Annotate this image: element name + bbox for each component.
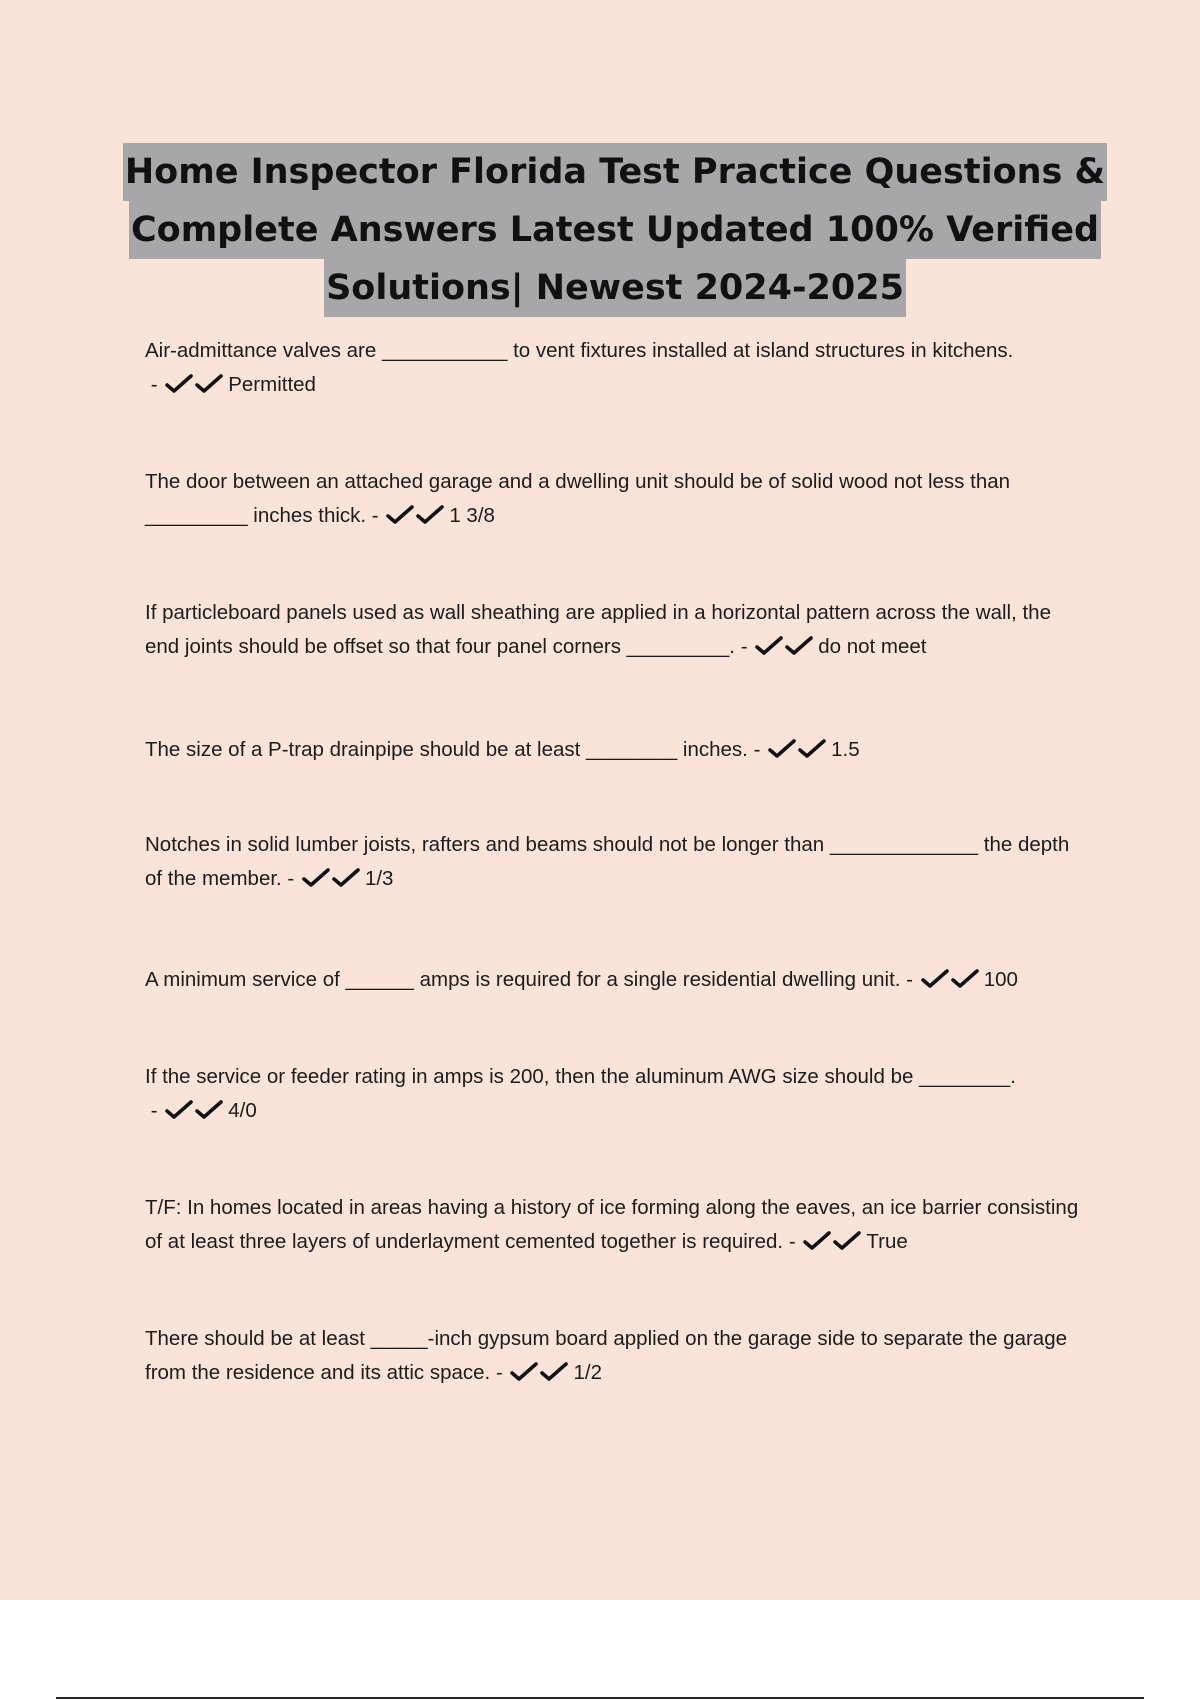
- separator: -: [900, 968, 919, 991]
- qa-item: [145, 596, 1090, 667]
- double-check-icon: [386, 502, 446, 536]
- double-check-icon: [803, 1228, 863, 1262]
- separator: -: [747, 738, 767, 761]
- qa-item: [145, 1060, 1090, 1131]
- qa-item: [145, 1322, 1090, 1393]
- document-title: [120, 143, 1110, 317]
- question-text: If the service or feeder rating in amps is 200, then the aluminum AWG size should be ________.: [145, 1065, 1016, 1088]
- answer-text: 1/3: [364, 867, 394, 890]
- double-check-icon: [302, 865, 362, 899]
- question-text: There should be at least _____-inch gypsum board applied on the garage side to separate the garage from the residence and its attic space.: [145, 1327, 1067, 1384]
- title-line: Home Inspector Florida Test Practice Questions &: [123, 143, 1107, 201]
- separator: -: [145, 1099, 164, 1122]
- separator: -: [281, 867, 300, 890]
- separator: -: [145, 373, 164, 396]
- question-text: The door between an attached garage and a dwelling unit should be of solid wood not less than _________ inches thick.: [145, 470, 1011, 527]
- answer-text: Permitted: [228, 373, 316, 396]
- separator: -: [783, 1230, 802, 1253]
- answer-text: 1.5: [831, 738, 860, 761]
- double-check-icon: [165, 371, 225, 405]
- answer-text: True: [866, 1230, 908, 1253]
- double-check-icon: [755, 633, 815, 667]
- qa-item: [145, 465, 1090, 536]
- question-text: If particleboard panels used as wall sheathing are applied in a horizontal pattern across the wall, the end joints should be offset so that four panel corners _________.: [145, 601, 1051, 658]
- answer-text: 1 3/8: [449, 504, 495, 527]
- double-check-icon: [165, 1097, 225, 1131]
- question-text: Air-admittance valves are ___________ to vent fixtures installed at island structures in kitchens.: [145, 339, 1014, 362]
- answer-text: 1/2: [573, 1361, 602, 1384]
- answer-text: 100: [983, 968, 1018, 991]
- qa-item: [145, 1191, 1090, 1262]
- footer-divider: [56, 1697, 1144, 1699]
- question-text: T/F: In homes located in areas having a history of ice forming along the eaves, an ice barrier consisting of at least three layers of underlayment cemented together is required.: [145, 1196, 1079, 1253]
- qa-item: [145, 963, 1090, 1000]
- qa-item: [145, 733, 1090, 770]
- qa-item: [145, 828, 1090, 899]
- question-text: Notches in solid lumber joists, rafters and beams should not be longer than _____________ the depth of the member.: [145, 833, 1070, 890]
- separator: -: [366, 504, 385, 527]
- question-text: A minimum service of ______ amps is required for a single residential dwelling unit.: [145, 968, 901, 991]
- title-line: Complete Answers Latest Updated 100% Verified: [129, 201, 1101, 259]
- answer-text: do not meet: [818, 635, 927, 658]
- separator: -: [735, 635, 754, 658]
- double-check-icon: [768, 736, 828, 770]
- question-text: The size of a P-trap drainpipe should be at least ________ inches.: [145, 738, 748, 761]
- double-check-icon: [510, 1359, 570, 1393]
- qa-item: [145, 334, 1090, 405]
- separator: -: [490, 1361, 509, 1384]
- double-check-icon: [921, 966, 981, 1000]
- answer-text: 4/0: [228, 1099, 257, 1122]
- title-line: Solutions| Newest 2024-2025: [324, 259, 906, 317]
